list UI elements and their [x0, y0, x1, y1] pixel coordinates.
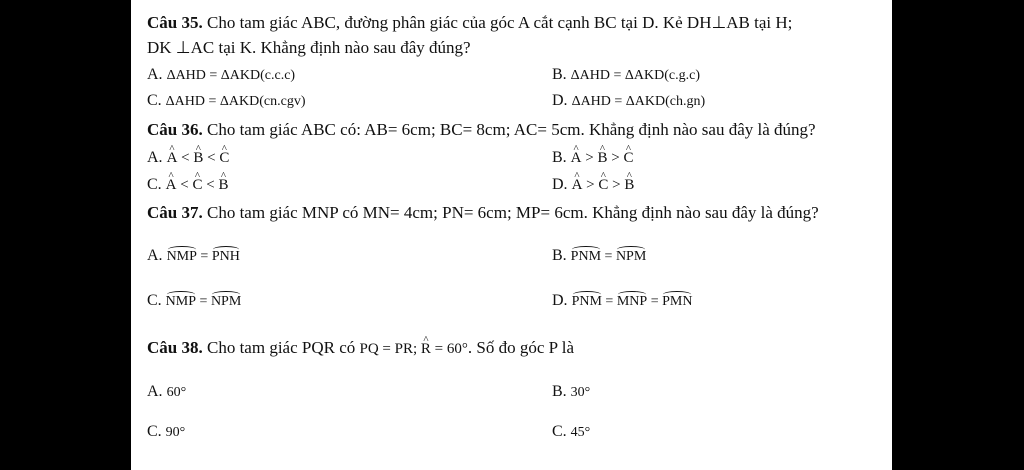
q38-title: Câu 38. — [147, 338, 203, 357]
q38-math: PQ = PR; — [359, 341, 421, 357]
q37-option-c[interactable] — [147, 291, 241, 312]
option-math: ΔAHD = ΔAKD(c.g.c) — [570, 68, 700, 83]
angle-b: ^ B — [218, 175, 228, 195]
q37-option-a[interactable] — [147, 246, 240, 267]
q38-math-2: = 60° — [430, 341, 468, 357]
q36-text: Cho tam giác ABC có: AB= 6cm; BC= 8cm; AC= 5cm. Khẳng định nào sau đây là đúng? — [202, 120, 816, 139]
q35-option-d[interactable] — [552, 91, 705, 112]
option-letter: D. — [552, 292, 568, 309]
angle-b: ^ B — [597, 148, 607, 168]
angle: NPM — [211, 292, 241, 312]
operator: > — [581, 150, 598, 166]
option-letter: C. — [147, 176, 162, 193]
option-letter: B. — [552, 383, 567, 400]
option-value: 60° — [166, 385, 187, 400]
q38-line — [147, 338, 574, 359]
option-math: ΔAHD = ΔAKD(c.c.c) — [166, 68, 296, 83]
q35-option-c[interactable] — [147, 91, 306, 112]
operator: = — [196, 249, 212, 264]
q36-line — [147, 120, 816, 140]
q38-option-b[interactable] — [552, 382, 590, 403]
angle: NMP — [166, 292, 196, 312]
q38-text-2: . Số đo góc P là — [467, 338, 574, 357]
option-math: ΔAHD = ΔAKD(ch.gn) — [571, 94, 706, 109]
operator: = — [601, 249, 616, 264]
operator: < — [203, 150, 220, 166]
option-value: 90° — [165, 425, 186, 440]
angle-c: ^ C — [623, 148, 633, 168]
q37-title: Câu 37. — [147, 203, 203, 222]
q35-text-2: DK ⊥AC tại K. Khẳng định nào sau đây đúng? — [147, 38, 471, 57]
q35-title: Câu 35. — [147, 13, 203, 32]
operator: > — [608, 177, 625, 193]
q37-line — [147, 203, 819, 223]
q38-text-1: Cho tam giác PQR có — [202, 338, 360, 357]
option-letter: D. — [552, 176, 568, 193]
angle: NPM — [616, 247, 646, 267]
angle: PNM — [572, 292, 602, 312]
option-letter: B. — [552, 66, 567, 83]
option-value: 45° — [570, 425, 591, 440]
angle: NMP — [167, 247, 197, 267]
option-value: 30° — [570, 385, 591, 400]
q37-option-d[interactable] — [552, 291, 692, 312]
angle-a: ^ A — [166, 175, 177, 195]
q35-line1 — [147, 13, 792, 33]
option-letter: C. — [147, 423, 162, 440]
option-letter: A. — [147, 149, 163, 166]
q35-text-1: Cho tam giác ABC, đường phân giác của góc A cắt cạnh BC tại D. Kẻ DH⊥AB tại H; — [202, 13, 793, 32]
q35-line2 — [147, 38, 471, 58]
q36-option-b[interactable] — [552, 148, 633, 168]
option-letter: B. — [552, 247, 567, 264]
operator: < — [177, 150, 194, 166]
option-letter: A. — [147, 66, 163, 83]
q36-option-a[interactable] — [147, 148, 229, 168]
angle-a: ^ A — [571, 148, 582, 168]
q38-option-d[interactable] — [552, 422, 590, 443]
q38-option-a[interactable] — [147, 382, 186, 403]
operator: < — [202, 177, 219, 193]
angle-r: ^ R — [421, 339, 431, 359]
angle: PMN — [662, 292, 692, 312]
option-math: ΔAHD = ΔAKD(cn.cgv) — [165, 94, 306, 109]
operator: = — [196, 294, 211, 309]
option-letter: C. — [147, 292, 162, 309]
q37-text: Cho tam giác MNP có MN= 4cm; PN= 6cm; MP= 6cm. Khẳng định nào sau đây là đúng? — [202, 203, 819, 222]
option-letter: D. — [552, 92, 568, 109]
option-letter: B. — [552, 149, 567, 166]
angle-c: ^ C — [598, 175, 608, 195]
q37-option-b[interactable] — [552, 246, 646, 267]
option-letter: A. — [147, 383, 163, 400]
worksheet-page — [131, 0, 892, 470]
q35-option-b[interactable] — [552, 65, 700, 86]
operator: = — [601, 294, 617, 309]
option-letter: A. — [147, 247, 163, 264]
q35-option-a[interactable] — [147, 65, 295, 86]
q36-option-c[interactable] — [147, 175, 228, 195]
angle-c: ^ C — [192, 175, 202, 195]
operator: > — [607, 150, 624, 166]
angle: PNM — [571, 247, 601, 267]
operator: < — [176, 177, 193, 193]
operator: > — [582, 177, 599, 193]
option-letter: C. — [147, 92, 162, 109]
angle-b: ^ B — [624, 175, 634, 195]
angle-a: ^ A — [572, 175, 583, 195]
option-letter: C. — [552, 423, 567, 440]
angle: MNP — [617, 292, 647, 312]
angle-a: ^ A — [167, 148, 178, 168]
operator: = — [647, 294, 663, 309]
q36-option-d[interactable] — [552, 175, 634, 195]
angle-c: ^ C — [219, 148, 229, 168]
angle-b: ^ B — [193, 148, 203, 168]
angle: PNH — [212, 247, 240, 267]
q36-title: Câu 36. — [147, 120, 203, 139]
q38-option-c[interactable] — [147, 422, 185, 443]
